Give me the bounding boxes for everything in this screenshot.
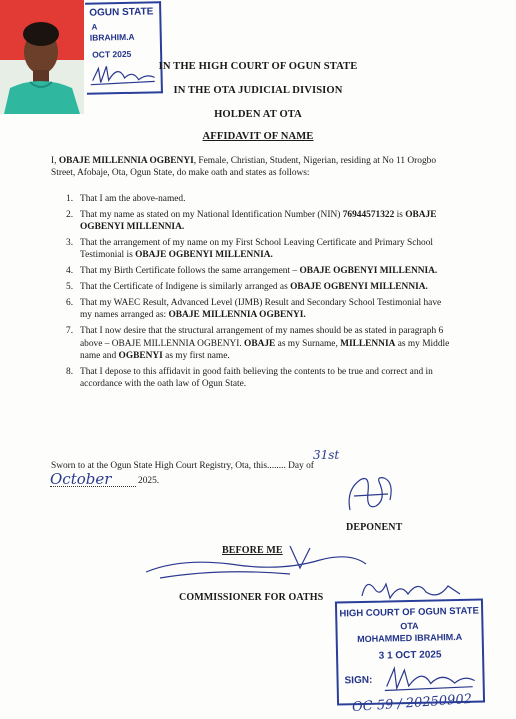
commissioner-label: COMMISSIONER FOR OATHS: [179, 592, 324, 603]
passport-photo: [0, 0, 84, 114]
paragraph-number: 4.: [66, 266, 74, 277]
paragraph-text: That I now desire that the structural arrangement of my names should be as stated in paragraph 6 above – OBAJE MILLENNIA OGBENYI.: [80, 326, 444, 349]
paragraph-text: as my first name.: [162, 350, 230, 361]
stamp-bottom-line2: OTA: [400, 620, 419, 632]
paragraph-text: That I depose to this affidavit in good faith believing the contents to be true and correct and in accordance with the oath law of Ogun State.: [80, 366, 433, 390]
stamp-top-line1: OGUN STATE: [89, 6, 154, 19]
paragraph-text: That my WAEC Result, Advanced Level (IJMB) Result and Secondary School Testimonial have my names arranged as:: [80, 298, 442, 321]
paragraph-3: [66, 237, 452, 262]
intro-paragraph: [51, 155, 461, 180]
handwritten-month: October: [50, 470, 112, 488]
heading-holden: HOLDEN AT OTA: [214, 109, 302, 120]
paragraph-number: 3.: [66, 238, 74, 249]
first-name: OGBENYI: [118, 350, 163, 361]
paragraph-number: 6.: [66, 298, 74, 309]
intro-prefix: I,: [51, 156, 59, 166]
name-arrangement: OBAJE OGBENYI MILLENNIA.: [135, 250, 273, 261]
paragraph-number: 8.: [66, 366, 74, 377]
handwritten-reference: OC 59 / 20250902: [351, 691, 473, 716]
heading-court: IN THE HIGH COURT OF OGUN STATE: [158, 61, 358, 72]
paragraph-8: [66, 366, 452, 391]
deponent-label: DEPONENT: [346, 522, 403, 533]
stamp-top-line3: IBRAHIM.A: [89, 31, 135, 43]
nin-number: 76944571322: [342, 209, 395, 220]
stamp-bottom-line1: HIGH COURT OF OGUN STATE: [339, 605, 480, 620]
commissioner-signature: [140, 538, 370, 584]
paragraph-text: as my Surname,: [275, 338, 341, 349]
paragraph-number: 1.: [66, 194, 74, 204]
paragraph-number: 7.: [66, 326, 74, 337]
portrait-image: [0, 0, 84, 114]
paragraph-2: [66, 209, 452, 234]
paragraph-number: 5.: [66, 282, 74, 293]
surname: OBAJE: [244, 338, 276, 349]
paragraph-number: 2.: [66, 209, 74, 220]
stamp-bottom-sign-label: SIGN:: [344, 674, 373, 687]
middle-name: MILLENNIA: [340, 338, 396, 349]
paragraph-7: [66, 325, 452, 362]
deponent-signature: [340, 470, 400, 518]
handwritten-annotation-top: [356, 574, 466, 604]
court-stamp-top: [85, 1, 163, 95]
court-stamp-bottom: [335, 598, 485, 705]
sworn-day-label: Day of: [288, 461, 314, 471]
sworn-line: [51, 460, 471, 472]
paragraph-text: That my Birth Certificate follows the same arrangement –: [80, 266, 300, 277]
name-arrangement: OBAJE MILLENNIA OGBENYI.: [168, 310, 306, 321]
paragraph-text: That the arrangement of my name on my First School Leaving Certificate and Primary School Testimonial is: [80, 238, 434, 261]
paragraph-text: That I am the above-named.: [80, 194, 186, 204]
paragraph-6: [66, 297, 452, 322]
stamp-top-line4: OCT 2025: [92, 48, 132, 60]
paragraph-5: [66, 281, 452, 293]
before-me-label: BEFORE ME: [222, 545, 283, 556]
heading-division: IN THE OTA JUDICIAL DIVISION: [173, 85, 343, 96]
handwritten-day: 31st: [313, 448, 340, 462]
sworn-text: Sworn to at the Ogun State High Court Registry, Ota, this: [51, 461, 268, 471]
intro-rest: , Female, Christian, Student, Nigerian, residing at No 11 Orogbo Street, Afobaje, Ota, Ogun State, do make oath and states as follows:: [51, 156, 437, 179]
paragraph-1: [66, 193, 452, 205]
month-dotted-line: [50, 486, 136, 487]
sworn-dots: ........: [267, 461, 286, 471]
name-arrangement: OBAJE OGBENYI MILLENNIA.: [299, 266, 438, 277]
sworn-year: 2025.: [138, 476, 160, 486]
paragraph-list: [66, 193, 452, 394]
document-title: AFFIDAVIT OF NAME: [202, 131, 314, 142]
name-arrangement: OBAJE OGBENYI MILLENNIA.: [80, 209, 437, 233]
paragraph-text: as my Middle name and: [80, 338, 450, 361]
stamp-bottom-signature: [382, 661, 479, 697]
stamp-bottom-date: 3 1 OCT 2025: [378, 649, 442, 662]
paragraph-text: is: [394, 209, 406, 220]
name-arrangement: OBAJE OGBENYI MILLENNIA.: [290, 282, 428, 293]
deponent-name: OBAJE MILLENNIA OGBENYI: [58, 156, 194, 166]
paragraph-text: That my name as stated on my National Identification Number (NIN): [80, 209, 343, 220]
stamp-bottom-line3: MOHAMMED IBRAHIM.A: [357, 631, 463, 645]
stamp-top-line2: A: [91, 22, 98, 32]
paragraph-text: That the Certificate of Indigene is similarly arranged as: [80, 282, 291, 293]
paragraph-4: [66, 265, 452, 277]
